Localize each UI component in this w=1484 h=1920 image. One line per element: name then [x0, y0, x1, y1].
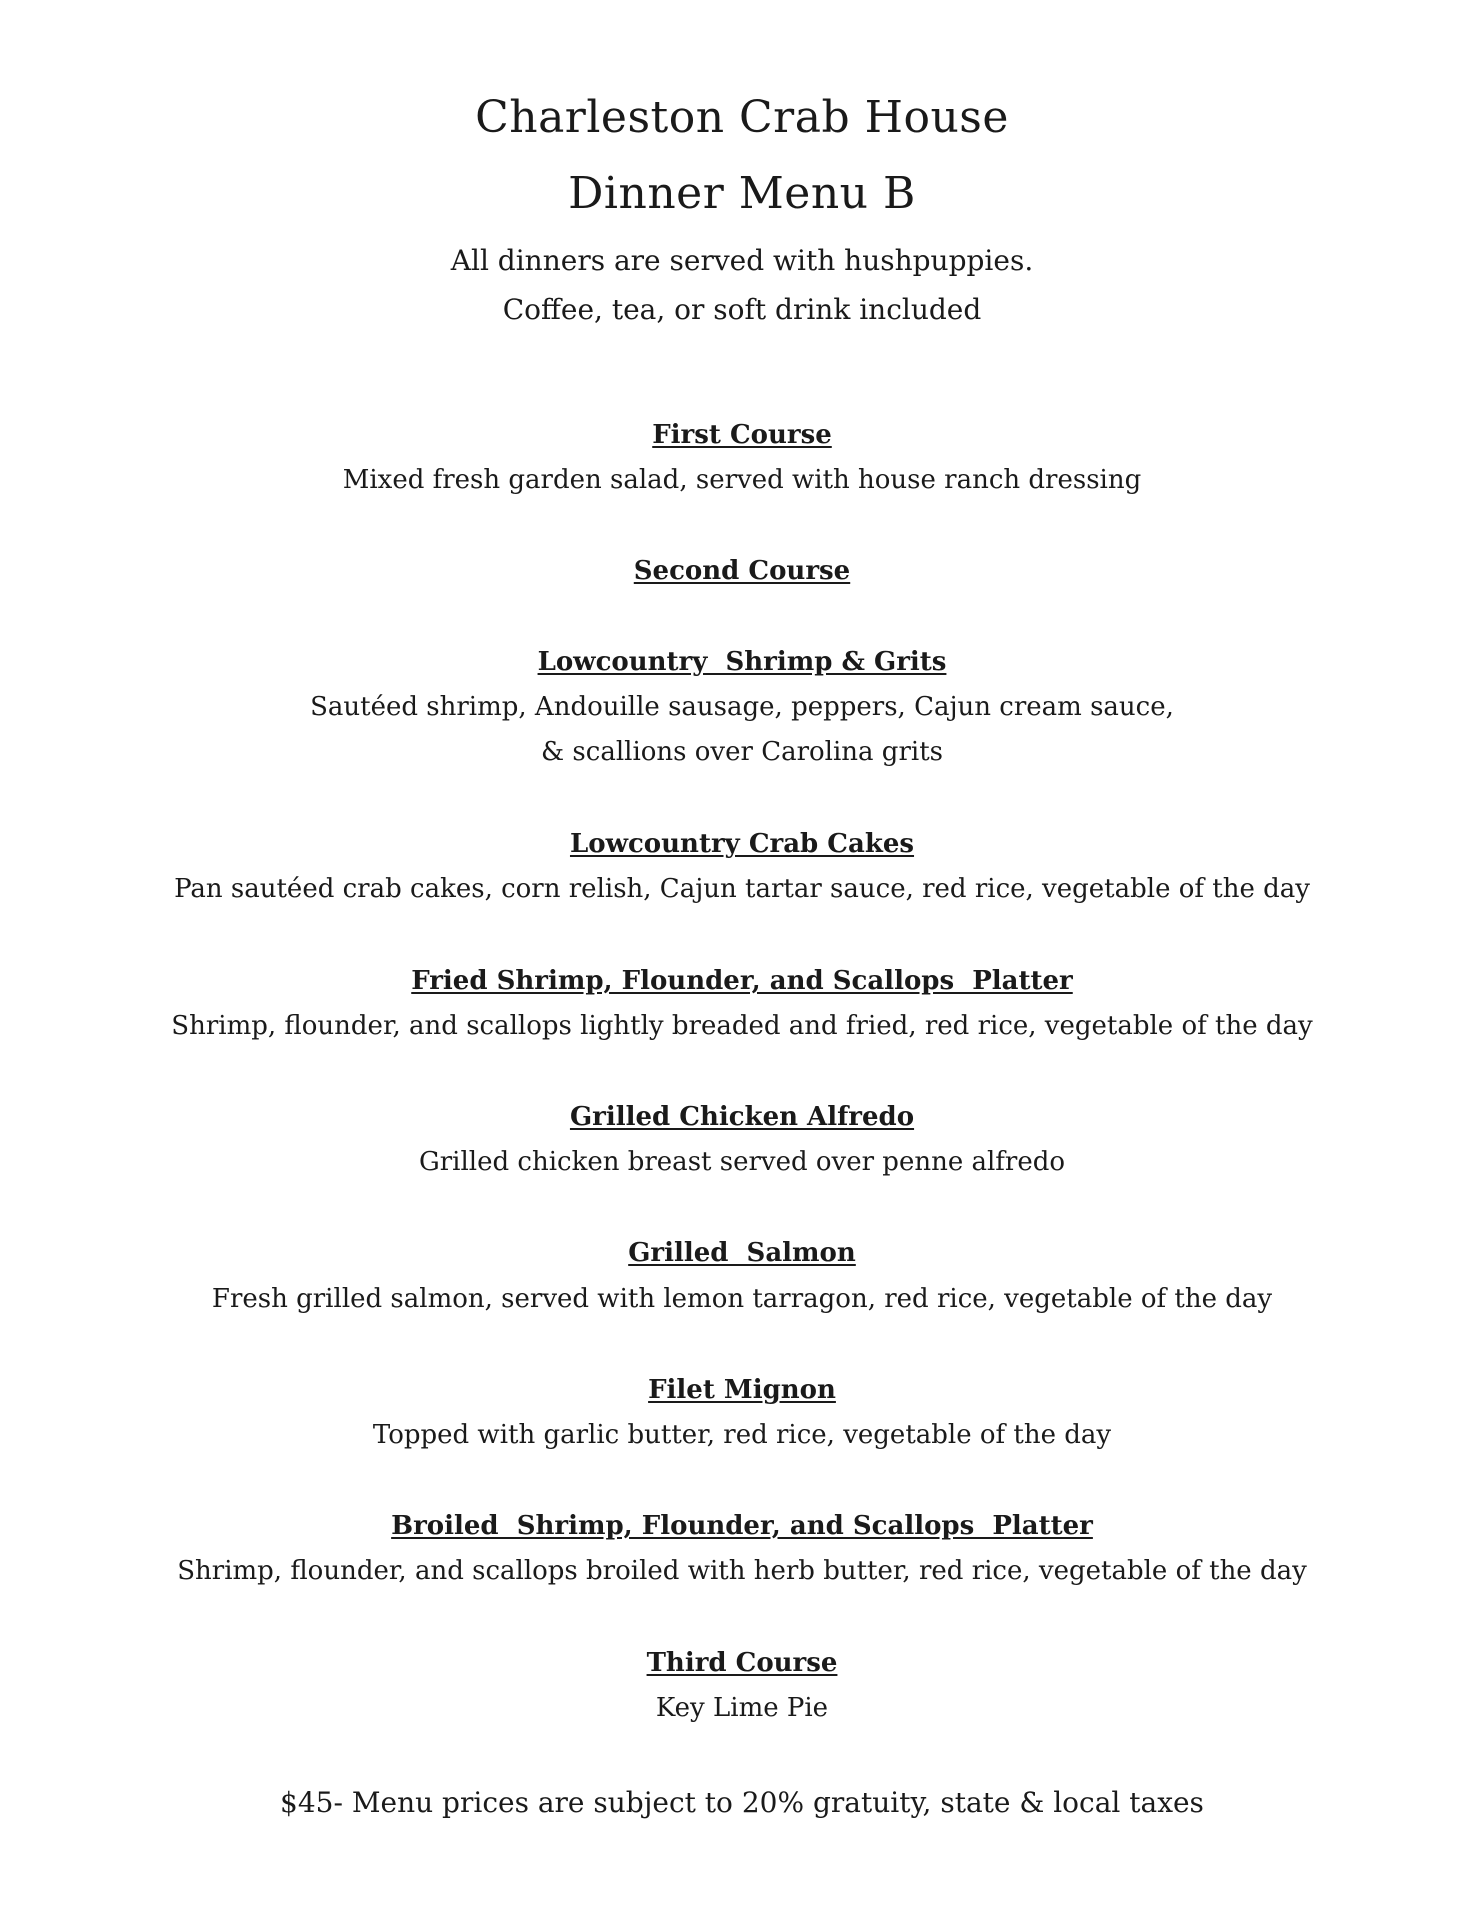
first-course-description: Mixed fresh garden salad, served with house ranch dressing: [342, 465, 1142, 495]
menu-item-name: Filet Mignon: [648, 1375, 836, 1405]
restaurant-name: Charleston Crab House: [475, 92, 1009, 143]
second-course-heading: Second Course: [633, 556, 851, 586]
menu-item-description: Shrimp, flounder, and scallops lightly breaded and fried, red rice, vegetable of the day: [171, 1011, 1313, 1041]
menu-item-description: Grilled chicken breast served over penne alfredo: [418, 1147, 1066, 1177]
menu-item-name: Grilled Salmon: [628, 1238, 856, 1268]
menu-item-description: Fresh grilled salmon, served with lemon tarragon, red rice, vegetable of the day: [211, 1284, 1273, 1314]
menu-item-name: Fried Shrimp, Flounder, and Scallops Platter: [411, 966, 1073, 996]
menu-item-description: Sautéed shrimp, Andouille sausage, peppers, Cajun cream sauce,: [310, 692, 1174, 722]
third-course-description: Key Lime Pie: [655, 1693, 829, 1723]
menu-item-description: Shrimp, flounder, and scallops broiled with herb butter, red rice, vegetable of the day: [177, 1556, 1307, 1586]
menu-item-description: Topped with garlic butter, red rice, vegetable of the day: [372, 1420, 1112, 1450]
menu-item-name: Grilled Chicken Alfredo: [569, 1102, 915, 1132]
menu-item-description: Pan sautéed crab cakes, corn relish, Cajun tartar sauce, red rice, vegetable of the day: [174, 874, 1310, 904]
intro-line-drinks: Coffee, tea, or soft drink included: [502, 293, 982, 326]
third-course-heading: Third Course: [646, 1648, 838, 1678]
price-note: $45- Menu prices are subject to 20% gratuity, state & local taxes: [280, 1786, 1204, 1819]
menu-item-name: Broiled Shrimp, Flounder, and Scallops Platter: [391, 1511, 1093, 1541]
menu-item-description-continued: & scallions over Carolina grits: [541, 737, 943, 767]
menu-item-name: Lowcountry Shrimp & Grits: [537, 647, 947, 677]
menu-item-name: Lowcountry Crab Cakes: [569, 829, 915, 859]
menu-title: Dinner Menu B: [568, 168, 916, 219]
intro-line-hushpuppies: All dinners are served with hushpuppies.: [450, 244, 1034, 277]
first-course-heading: First Course: [652, 420, 832, 450]
